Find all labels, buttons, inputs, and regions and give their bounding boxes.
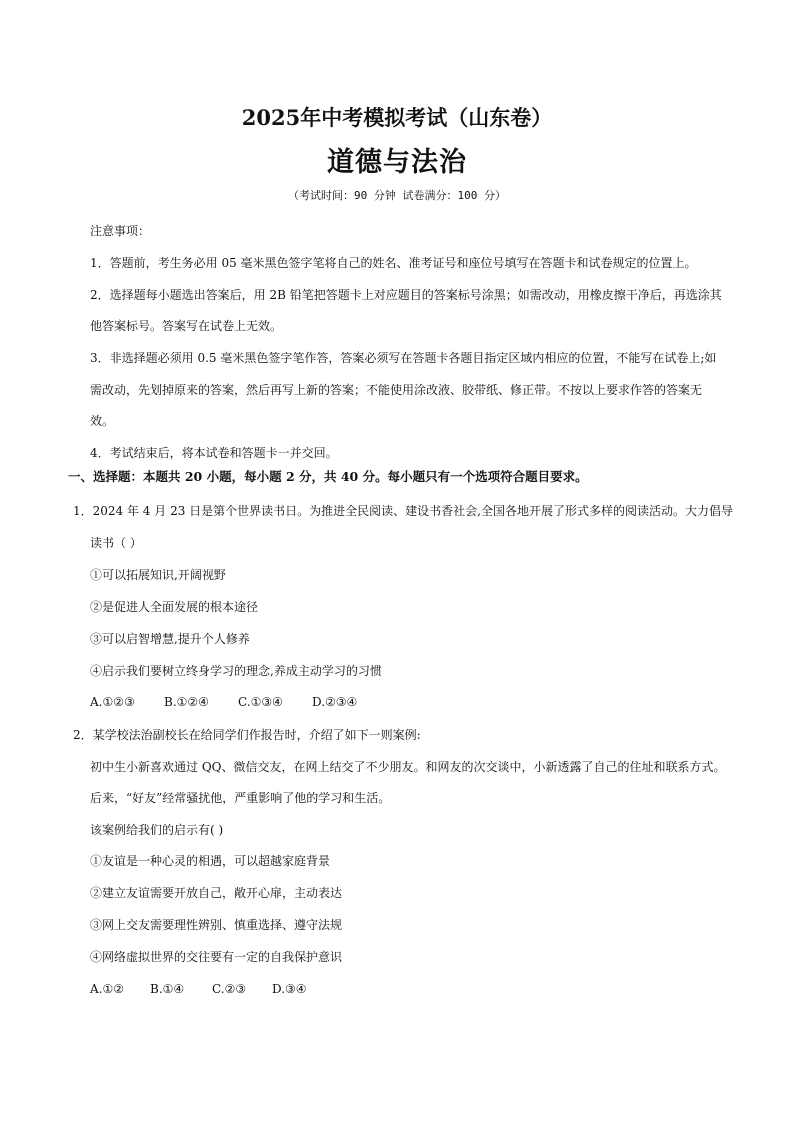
q2-option-a: A.①② — [90, 982, 124, 996]
q2-option-c: C.②③ — [212, 982, 247, 996]
q1-option-b: B.①②④ — [164, 695, 209, 709]
note-item-3-line-2: 需改动，先划掉原来的答案，然后再写上新的答案；不能使用涂改液、胶带纸、修正带。不按以上要求作答的答案无 — [90, 383, 703, 397]
q1-options — [90, 694, 386, 710]
q1-stem-line-2: 读书（ ） — [90, 536, 142, 550]
q2-option-d: D.③④ — [272, 982, 307, 996]
q1-statement-2: ②是促进人全面发展的根本途径 — [90, 600, 259, 614]
subject-title: 道德与法治 — [327, 147, 467, 178]
q2-options — [90, 981, 332, 997]
q2-statement-2: ②建立友谊需要开放自己，敞开心扉，主动表达 — [90, 886, 343, 900]
q1-statement-1: ①可以拓展知识,开阔视野 — [90, 568, 226, 582]
q1-stem-line-1: 1．2024 年 4 月 23 日是第个世界读书日。为推进全民阅读、建设书香社会,全国各地开展了形式多样的阅读活动。大力倡导 — [73, 504, 733, 518]
q2-statement-1: ①友谊是一种心灵的相遇，可以超越家庭背景 — [90, 854, 331, 868]
note-item-2-line-1: 2．选择题每小题选出答案后，用 2B 铅笔把答题卡上对应题目的答案标号涂黑；如需改动，用橡皮擦干净后，再选涂其 — [90, 288, 722, 302]
note-item-4: 4．考试结束后，将本试卷和答题卡一并交回。 — [90, 446, 338, 460]
q2-option-b: B.①④ — [150, 982, 185, 996]
q2-stem: 2．某学校法治副校长在给同学们作报告时，介绍了如下一则案例: — [73, 728, 421, 742]
q2-prompt: 该案例给我们的启示有( ) — [90, 823, 224, 837]
exam-info: （考试时间：90 分钟 试卷满分：100 分） — [288, 189, 506, 202]
section-heading: 一、选择题：本题共 20 小题，每小题 2 分，共 40 分。每小题只有一个选项符合题目要求。 — [68, 469, 588, 484]
note-item-2-line-2: 他答案标号。答案写在试卷上无效。 — [90, 319, 283, 333]
q2-statement-3: ③网上交友需要理性辨别、慎重选择、遵守法规 — [90, 918, 343, 932]
exam-title: 2025年中考模拟考试（山东卷） — [241, 105, 553, 130]
notes-heading: 注意事项： — [90, 224, 151, 238]
q2-statement-4: ④网络虚拟世界的交往要有一定的自我保护意识 — [90, 950, 343, 964]
q2-case-line-2: 后来，“好友”经常骚扰他，严重影响了他的学习和生活。 — [90, 791, 391, 805]
q1-statement-4: ④启示我们要树立终身学习的理念,养成主动学习的习惯 — [90, 664, 382, 678]
note-item-1: 1．答题前，考生务必用 05 毫米黑色签字笔将自己的姓名、准考证号和座位号填写在答题卡和试卷规定的位置上。 — [90, 256, 697, 270]
q1-option-d: D.②③④ — [312, 695, 358, 709]
q1-statement-3: ③可以启智增慧,提升个人修养 — [90, 632, 250, 646]
note-item-3-line-3: 效。 — [90, 414, 115, 428]
note-item-3-line-1: 3．非选择题必须用 0.5 毫米黑色签字笔作答，答案必须写在答题卡各题目指定区域内相应的位置，不能写在试卷上;如 — [90, 351, 717, 365]
q1-option-a: A.①②③ — [90, 695, 135, 709]
q2-case-line-1: 初中生小新喜欢通过 QQ、微信交友，在网上结交了不少朋友。和网友的次交谈中，小新透露了自己的住址和联系方式。 — [90, 760, 726, 774]
q1-option-c: C.①③④ — [238, 695, 283, 709]
